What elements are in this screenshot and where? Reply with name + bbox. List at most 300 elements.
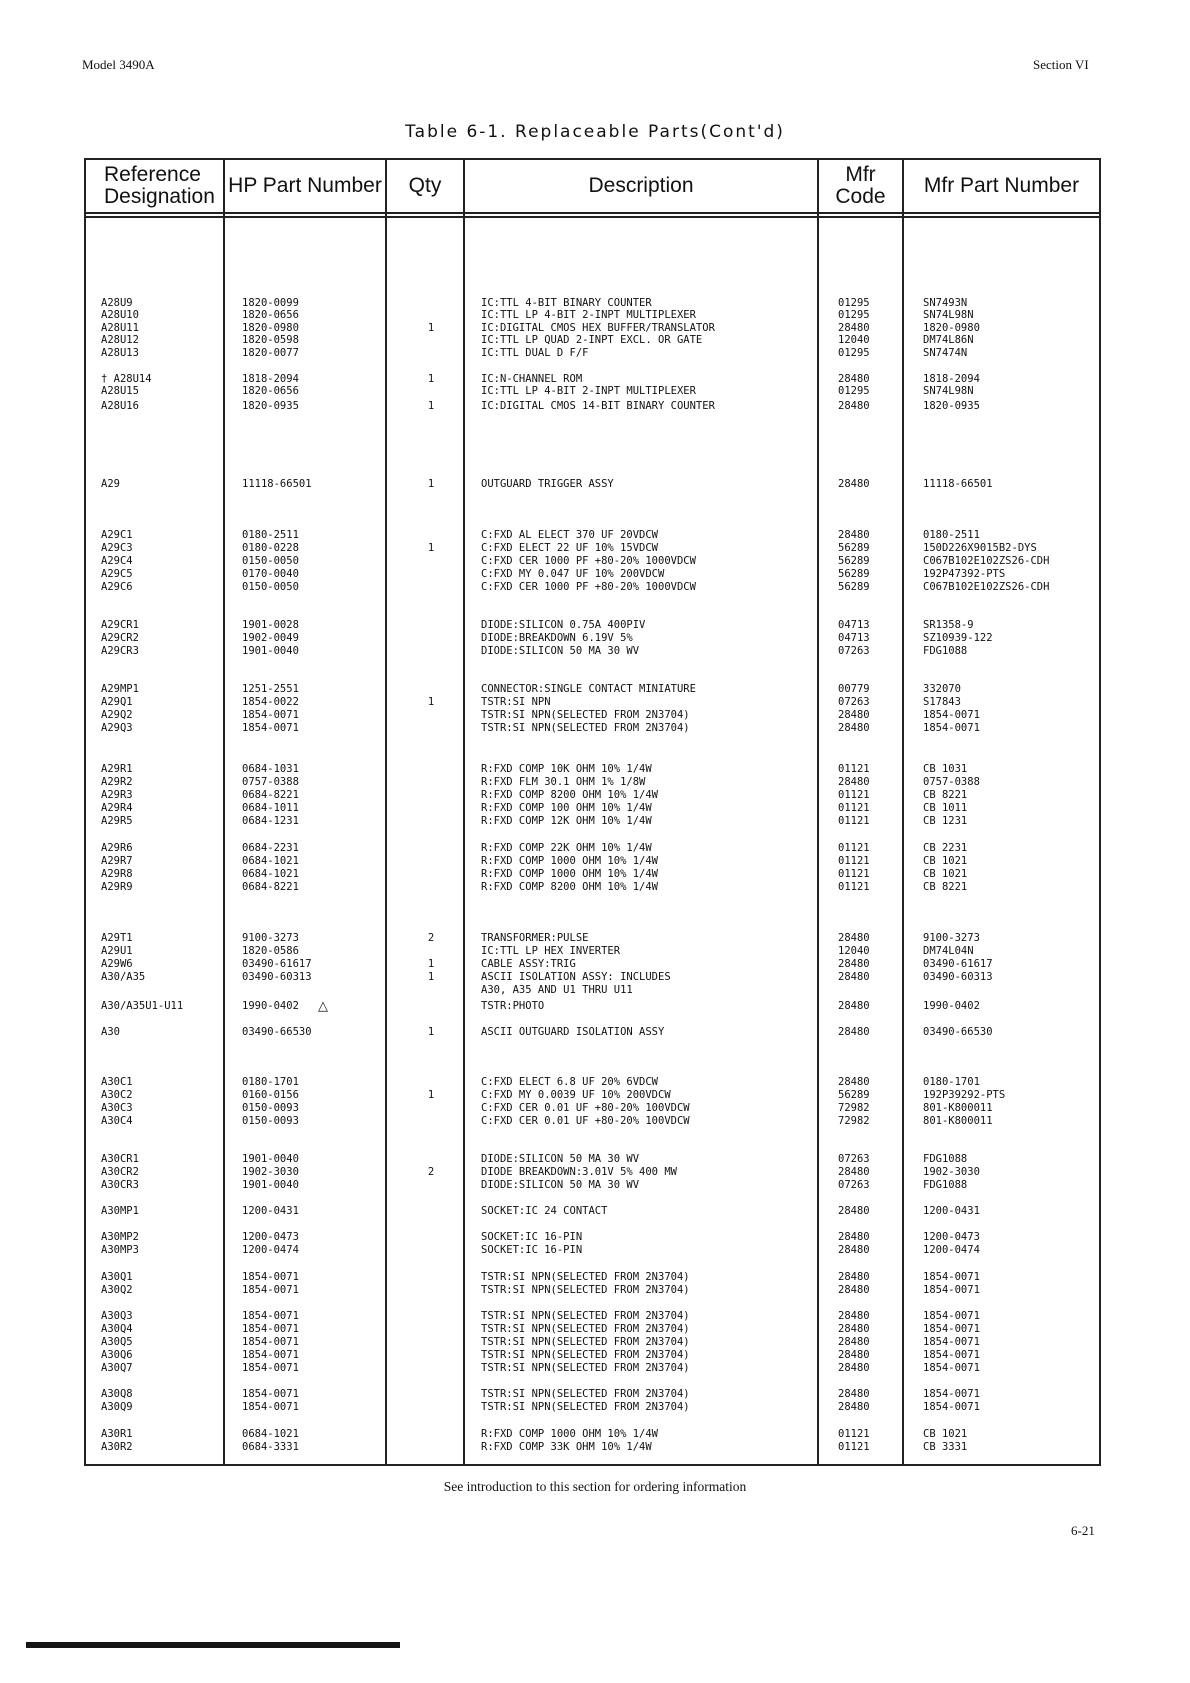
- cell-ref: A29U1: [101, 945, 133, 957]
- cell-mfr: S17843: [923, 696, 961, 708]
- cell-mfr: 03490-61617: [923, 958, 993, 970]
- cell-desc: IC:TTL DUAL D F/F: [481, 347, 589, 359]
- cell-hp: 1818-2094: [242, 373, 299, 385]
- cell-code: 28480: [838, 958, 870, 970]
- cell-hp: 0684-3331: [242, 1441, 299, 1453]
- cell-ref: † A28U14: [101, 373, 152, 385]
- cell-code: 28480: [838, 1388, 870, 1400]
- table-row: [0, 855, 1190, 868]
- cell-code: 28480: [838, 1244, 870, 1256]
- table-row: [0, 478, 1190, 491]
- cell-code: 07263: [838, 696, 870, 708]
- table-row: [0, 958, 1190, 971]
- cell-mfr: 192P39292-PTS: [923, 1089, 1006, 1101]
- cell-qty: 2: [427, 1166, 435, 1178]
- cell-ref: A28U10: [101, 309, 139, 321]
- cell-hp: 1854-0071: [242, 1388, 299, 1400]
- cell-hp: 1200-0474: [242, 1244, 299, 1256]
- cell-hp: 1854-0071: [242, 1349, 299, 1361]
- cell-code: 07263: [838, 645, 870, 657]
- table-row: [0, 1323, 1190, 1336]
- cell-ref: A29T1: [101, 932, 133, 944]
- cell-ref: A29R3: [101, 789, 133, 801]
- cell-hp: 0180-0228: [242, 542, 299, 554]
- cell-mfr: SN74L98N: [923, 309, 974, 321]
- table-row: [0, 1244, 1190, 1257]
- cell-hp: 0150-0093: [242, 1115, 299, 1127]
- cell-ref: A30Q1: [101, 1271, 133, 1283]
- cell-code: 12040: [838, 945, 870, 957]
- cell-code: 28480: [838, 373, 870, 385]
- cell-ref: A30R2: [101, 1441, 133, 1453]
- cell-ref: A30Q7: [101, 1362, 133, 1374]
- cell-code: 28480: [838, 1349, 870, 1361]
- cell-mfr: DM74L86N: [923, 334, 974, 346]
- cell-mfr: 1818-2094: [923, 373, 980, 385]
- header-divider: [84, 212, 1101, 214]
- table-row: [0, 1102, 1190, 1115]
- cell-mfr: 1854-0071: [923, 1388, 980, 1400]
- cell-code: 72982: [838, 1115, 870, 1127]
- cell-hp: 1902-3030: [242, 1166, 299, 1178]
- table-row: [0, 696, 1190, 709]
- table-row: [0, 1401, 1190, 1414]
- table-row: [0, 1115, 1190, 1128]
- cell-mfr: 9100-3273: [923, 932, 980, 944]
- cell-mfr: C067B102E102ZS26-CDH: [923, 555, 1050, 567]
- cell-hp: 0684-1231: [242, 815, 299, 827]
- cell-mfr: 1854-0071: [923, 1362, 980, 1374]
- cell-hp: 9100-3273: [242, 932, 299, 944]
- cell-ref: A30Q6: [101, 1349, 133, 1361]
- cell-mfr: 1854-0071: [923, 709, 980, 721]
- cell-mfr: 1854-0071: [923, 1323, 980, 1335]
- table-row: [0, 815, 1190, 828]
- cell-hp: 0684-2231: [242, 842, 299, 854]
- cell-ref: A29CR1: [101, 619, 139, 631]
- cell-ref: A30Q4: [101, 1323, 133, 1335]
- column-header-reference: [86, 160, 241, 212]
- table-row: [0, 385, 1190, 398]
- cell-mfr: CB 1231: [923, 815, 968, 827]
- table-row: [0, 984, 1190, 997]
- cell-ref: A30Q8: [101, 1388, 133, 1400]
- cell-code: 56289: [838, 581, 870, 593]
- cell-desc: C:FXD AL ELECT 370 UF 20VDCW: [481, 529, 659, 541]
- cell-mfr: 03490-60313: [923, 971, 993, 983]
- cell-mfr: FDG1088: [923, 1153, 968, 1165]
- column-header-description-label: Description: [588, 174, 694, 197]
- cell-mfr: FDG1088: [923, 1179, 968, 1191]
- cell-qty: 2: [427, 932, 435, 944]
- cell-ref: A29R9: [101, 881, 133, 893]
- cell-code: 28480: [838, 529, 870, 541]
- cell-mfr: SN7493N: [923, 297, 968, 309]
- cell-ref: A29C1: [101, 529, 133, 541]
- cell-hp: 1901-0028: [242, 619, 299, 631]
- cell-hp: 1200-0473: [242, 1231, 299, 1243]
- cell-ref: A30MP3: [101, 1244, 139, 1256]
- cell-desc: IC:N-CHANNEL ROM: [481, 373, 583, 385]
- table-row: [0, 347, 1190, 360]
- cell-hp: 1854-0022: [242, 696, 299, 708]
- cell-hp: 1820-0099: [242, 297, 299, 309]
- cell-desc: R:FXD COMP 1000 OHM 10% 1/4W: [481, 868, 659, 880]
- table-row: [0, 1179, 1190, 1192]
- scan-artifact-bar: [26, 1642, 400, 1648]
- cell-desc: CABLE ASSY:TRIG: [481, 958, 576, 970]
- cell-desc: CONNECTOR:SINGLE CONTACT MINIATURE: [481, 683, 696, 695]
- cell-qty: 1: [427, 400, 435, 412]
- table-row: [0, 763, 1190, 776]
- cell-desc: IC:DIGITAL CMOS 14-BIT BINARY COUNTER: [481, 400, 715, 412]
- header-section: Section VI: [1033, 57, 1089, 72]
- cell-desc: TSTR:SI NPN(SELECTED FROM 2N3704): [481, 1401, 690, 1413]
- cell-mfr: 1200-0431: [923, 1205, 980, 1217]
- cell-hp: 11118-66501: [242, 478, 312, 490]
- cell-ref: A29CR3: [101, 645, 139, 657]
- cell-code: 01121: [838, 868, 870, 880]
- table-row: [0, 1336, 1190, 1349]
- cell-hp: 0684-1021: [242, 868, 299, 880]
- cell-code: 04713: [838, 632, 870, 644]
- cell-ref: A29R6: [101, 842, 133, 854]
- cell-desc: OUTGUARD TRIGGER ASSY: [481, 478, 614, 490]
- cell-code: 56289: [838, 555, 870, 567]
- cell-desc: TSTR:SI NPN(SELECTED FROM 2N3704): [481, 1323, 690, 1335]
- column-header-reference-line2: Designation: [104, 185, 215, 208]
- cell-hp: 1251-2551: [242, 683, 299, 695]
- cell-code: 01121: [838, 802, 870, 814]
- cell-ref: A28U15: [101, 385, 139, 397]
- cell-mfr: 11118-66501: [923, 478, 993, 490]
- table-row: [0, 683, 1190, 696]
- cell-ref: A30: [101, 1026, 120, 1038]
- cell-ref: A29: [101, 478, 120, 490]
- cell-ref: A30CR2: [101, 1166, 139, 1178]
- cell-code: 28480: [838, 1284, 870, 1296]
- cell-ref: A30C3: [101, 1102, 133, 1114]
- cell-mfr: FDG1088: [923, 645, 968, 657]
- cell-desc: DIODE BREAKDOWN:3.01V 5% 400 MW: [481, 1166, 677, 1178]
- cell-ref: A30C4: [101, 1115, 133, 1127]
- cell-ref: A29MP1: [101, 683, 139, 695]
- cell-qty: 1: [427, 958, 435, 970]
- cell-desc: TSTR:PHOTO: [481, 1000, 545, 1012]
- cell-code: 01295: [838, 347, 870, 359]
- cell-code: 04713: [838, 619, 870, 631]
- cell-code: 56289: [838, 542, 870, 554]
- cell-mfr: 150D226X9015B2-DYS: [923, 542, 1037, 554]
- cell-mfr: 1854-0071: [923, 722, 980, 734]
- header-divider-double: [84, 216, 1101, 218]
- cell-ref: A29Q3: [101, 722, 133, 734]
- cell-hp: 03490-60313: [242, 971, 312, 983]
- cell-hp: 0684-1031: [242, 763, 299, 775]
- table-row: [0, 971, 1190, 984]
- table-row: [0, 945, 1190, 958]
- table-row: [0, 1284, 1190, 1297]
- cell-code: 28480: [838, 400, 870, 412]
- cell-desc: C:FXD ELECT 6.8 UF 20% 6VDCW: [481, 1076, 659, 1088]
- cell-code: 28480: [838, 1323, 870, 1335]
- cell-mfr: 1854-0071: [923, 1271, 980, 1283]
- cell-desc: DIODE:SILICON 50 MA 30 WV: [481, 1179, 640, 1191]
- cell-desc: C:FXD MY 0.047 UF 10% 200VDCW: [481, 568, 665, 580]
- table-row: [0, 632, 1190, 645]
- cell-mfr: CB 1011: [923, 802, 968, 814]
- cell-hp: 0150-0050: [242, 555, 299, 567]
- cell-qty: 1: [427, 696, 435, 708]
- cell-mfr: 1200-0473: [923, 1231, 980, 1243]
- column-header-qty-label: Qty: [408, 174, 442, 197]
- cell-desc: R:FXD COMP 10K OHM 10% 1/4W: [481, 763, 652, 775]
- cell-desc: TSTR:SI NPN(SELECTED FROM 2N3704): [481, 1310, 690, 1322]
- column-header-hp-part-label: HP Part Number: [228, 174, 382, 197]
- cell-hp: 1854-0071: [242, 1284, 299, 1296]
- cell-mfr: SN7474N: [923, 347, 968, 359]
- warning-triangle-icon: △: [318, 999, 328, 1014]
- table-row: [0, 1026, 1190, 1039]
- cell-hp: 03490-61617: [242, 958, 312, 970]
- cell-mfr: 1854-0071: [923, 1336, 980, 1348]
- cell-mfr: CB 1031: [923, 763, 968, 775]
- table-row: [0, 1076, 1190, 1089]
- cell-hp: 03490-66530: [242, 1026, 312, 1038]
- cell-desc: C:FXD CER 0.01 UF +80-20% 100VDCW: [481, 1115, 690, 1127]
- cell-mfr: 332070: [923, 683, 961, 695]
- cell-hp: 1820-0077: [242, 347, 299, 359]
- cell-code: 28480: [838, 1026, 870, 1038]
- cell-ref: A29W6: [101, 958, 133, 970]
- cell-desc: R:FXD COMP 22K OHM 10% 1/4W: [481, 842, 652, 854]
- column-header-mfr-part-label: Mfr Part Number: [923, 174, 1080, 197]
- cell-code: 01121: [838, 763, 870, 775]
- cell-desc: SOCKET:IC 24 CONTACT: [481, 1205, 608, 1217]
- cell-ref: A30Q5: [101, 1336, 133, 1348]
- cell-ref: A29C4: [101, 555, 133, 567]
- cell-mfr: 1990-0402: [923, 1000, 980, 1012]
- column-header-mfr-code-line1: Mfr: [845, 163, 876, 186]
- cell-desc: C:FXD CER 1000 PF +80-20% 1000VDCW: [481, 555, 696, 567]
- table-row: [0, 1349, 1190, 1362]
- cell-code: 01295: [838, 385, 870, 397]
- cell-mfr: CB 1021: [923, 1428, 968, 1440]
- table-row: [0, 776, 1190, 789]
- cell-hp: 1820-0656: [242, 309, 299, 321]
- table-row: [0, 881, 1190, 894]
- cell-hp: 1854-0071: [242, 722, 299, 734]
- cell-mfr: 1200-0474: [923, 1244, 980, 1256]
- cell-ref: A30Q3: [101, 1310, 133, 1322]
- cell-code: 28480: [838, 1336, 870, 1348]
- cell-code: 01121: [838, 1441, 870, 1453]
- cell-ref: A30/A35U1-U11: [101, 1000, 184, 1012]
- cell-desc: TRANSFORMER:PULSE: [481, 932, 589, 944]
- cell-desc: IC:TTL 4-BIT BINARY COUNTER: [481, 297, 652, 309]
- cell-hp: 1854-0071: [242, 709, 299, 721]
- table-row: [0, 932, 1190, 945]
- cell-code: 56289: [838, 1089, 870, 1101]
- table-row: [0, 1153, 1190, 1166]
- cell-desc: TSTR:SI NPN(SELECTED FROM 2N3704): [481, 1349, 690, 1361]
- cell-mfr: DM74L04N: [923, 945, 974, 957]
- cell-desc: C:FXD CER 1000 PF +80-20% 1000VDCW: [481, 581, 696, 593]
- cell-hp: 0180-1701: [242, 1076, 299, 1088]
- cell-code: 28480: [838, 322, 870, 334]
- table-row: [0, 555, 1190, 568]
- cell-ref: A29Q2: [101, 709, 133, 721]
- cell-ref: A30/A35: [101, 971, 146, 983]
- cell-hp: 0150-0093: [242, 1102, 299, 1114]
- cell-code: 28480: [838, 1076, 870, 1088]
- table-row: [0, 1310, 1190, 1323]
- cell-ref: A29R2: [101, 776, 133, 788]
- cell-mfr: SZ10939-122: [923, 632, 993, 644]
- table-row: [0, 542, 1190, 555]
- cell-desc: A30, A35 AND U1 THRU U11: [481, 984, 633, 996]
- cell-ref: A28U9: [101, 297, 133, 309]
- cell-mfr: 1902-3030: [923, 1166, 980, 1178]
- cell-qty: 1: [427, 373, 435, 385]
- cell-desc: R:FXD COMP 8200 OHM 10% 1/4W: [481, 789, 659, 801]
- cell-qty: 1: [427, 1089, 435, 1101]
- table-row: [0, 1388, 1190, 1401]
- table-row: [0, 709, 1190, 722]
- cell-desc: C:FXD MY 0.0039 UF 10% 200VDCW: [481, 1089, 671, 1101]
- cell-desc: R:FXD COMP 1000 OHM 10% 1/4W: [481, 855, 659, 867]
- cell-mfr: 0757-0388: [923, 776, 980, 788]
- cell-desc: TSTR:SI NPN(SELECTED FROM 2N3704): [481, 709, 690, 721]
- cell-desc: DIODE:SILICON 50 MA 30 WV: [481, 645, 640, 657]
- cell-desc: TSTR:SI NPN(SELECTED FROM 2N3704): [481, 1336, 690, 1348]
- cell-code: 01121: [838, 789, 870, 801]
- table-row: [0, 309, 1190, 322]
- column-header-reference-line1: Reference: [104, 163, 201, 186]
- cell-desc: ASCII ISOLATION ASSY: INCLUDES: [481, 971, 671, 983]
- cell-ref: A30C2: [101, 1089, 133, 1101]
- cell-ref: A29R7: [101, 855, 133, 867]
- cell-desc: C:FXD ELECT 22 UF 10% 15VDCW: [481, 542, 659, 554]
- cell-ref: A30CR1: [101, 1153, 139, 1165]
- cell-hp: 1820-0656: [242, 385, 299, 397]
- column-header-description: [465, 160, 817, 212]
- cell-desc: TSTR:SI NPN(SELECTED FROM 2N3704): [481, 722, 690, 734]
- table-row: [0, 722, 1190, 735]
- cell-hp: 0684-1021: [242, 855, 299, 867]
- cell-qty: 1: [427, 1026, 435, 1038]
- cell-ref: A30MP1: [101, 1205, 139, 1217]
- cell-mfr: SR1358-9: [923, 619, 974, 631]
- cell-code: 28480: [838, 1231, 870, 1243]
- cell-ref: A30Q9: [101, 1401, 133, 1413]
- cell-hp: 0684-1011: [242, 802, 299, 814]
- table-row: [0, 789, 1190, 802]
- cell-code: 28480: [838, 1310, 870, 1322]
- cell-desc: R:FXD COMP 100 OHM 10% 1/4W: [481, 802, 652, 814]
- cell-hp: 1901-0040: [242, 1153, 299, 1165]
- cell-ref: A29C5: [101, 568, 133, 580]
- cell-mfr: 192P47392-PTS: [923, 568, 1006, 580]
- cell-code: 28480: [838, 709, 870, 721]
- cell-ref: A28U16: [101, 400, 139, 412]
- cell-desc: R:FXD COMP 12K OHM 10% 1/4W: [481, 815, 652, 827]
- ordering-note: See introduction to this section for ordering information: [443, 1479, 747, 1494]
- table-row: [0, 1271, 1190, 1284]
- cell-hp: 1820-0980: [242, 322, 299, 334]
- cell-hp: 0757-0388: [242, 776, 299, 788]
- cell-code: 28480: [838, 971, 870, 983]
- cell-code: 01121: [838, 855, 870, 867]
- cell-ref: A28U13: [101, 347, 139, 359]
- cell-hp: 1901-0040: [242, 1179, 299, 1191]
- cell-code: 28480: [838, 722, 870, 734]
- cell-hp: 1854-0071: [242, 1336, 299, 1348]
- cell-ref: A30Q2: [101, 1284, 133, 1296]
- cell-hp: 0150-0050: [242, 581, 299, 593]
- table-row: [0, 1428, 1190, 1441]
- cell-hp: 0684-8221: [242, 881, 299, 893]
- cell-desc: R:FXD FLM 30.1 OHM 1% 1/8W: [481, 776, 646, 788]
- cell-hp: 1854-0071: [242, 1271, 299, 1283]
- cell-code: 28480: [838, 932, 870, 944]
- cell-ref: A29C6: [101, 581, 133, 593]
- cell-code: 28480: [838, 1166, 870, 1178]
- cell-mfr: 0180-2511: [923, 529, 980, 541]
- cell-mfr: C067B102E102ZS26-CDH: [923, 581, 1050, 593]
- cell-code: 01121: [838, 1428, 870, 1440]
- cell-desc: ASCII OUTGUARD ISOLATION ASSY: [481, 1026, 665, 1038]
- column-header-hp-part: [225, 160, 385, 212]
- cell-mfr: SN74L98N: [923, 385, 974, 397]
- table-row: [0, 1089, 1190, 1102]
- cell-code: 28480: [838, 1401, 870, 1413]
- cell-mfr: 03490-66530: [923, 1026, 993, 1038]
- cell-mfr: 1820-0935: [923, 400, 980, 412]
- cell-qty: 1: [427, 322, 435, 334]
- table-row: [0, 645, 1190, 658]
- cell-qty: 1: [427, 542, 435, 554]
- cell-ref: A30CR3: [101, 1179, 139, 1191]
- cell-mfr: CB 3331: [923, 1441, 968, 1453]
- cell-code: 01121: [838, 842, 870, 854]
- cell-hp: 0684-8221: [242, 789, 299, 801]
- cell-code: 01121: [838, 815, 870, 827]
- table-row: [0, 842, 1190, 855]
- cell-desc: SOCKET:IC 16-PIN: [481, 1231, 583, 1243]
- cell-code: 56289: [838, 568, 870, 580]
- cell-mfr: 801-K800011: [923, 1115, 993, 1127]
- table-title: Table 6-1. Replaceable Parts(Cont'd): [405, 122, 785, 142]
- table-row: [0, 619, 1190, 632]
- cell-mfr: CB 8221: [923, 789, 968, 801]
- cell-code: 28480: [838, 1000, 870, 1012]
- cell-desc: DIODE:SILICON 0.75A 400PIV: [481, 619, 646, 631]
- table-row: [0, 1231, 1190, 1244]
- table-row: [0, 1000, 1190, 1013]
- table-row: [0, 568, 1190, 581]
- cell-code: 28480: [838, 1205, 870, 1217]
- cell-code: 01121: [838, 881, 870, 893]
- cell-desc: C:FXD CER 0.01 UF +80-20% 100VDCW: [481, 1102, 690, 1114]
- cell-desc: IC:DIGITAL CMOS HEX BUFFER/TRANSLATOR: [481, 322, 715, 334]
- column-header-qty: [387, 160, 463, 212]
- cell-desc: R:FXD COMP 33K OHM 10% 1/4W: [481, 1441, 652, 1453]
- cell-mfr: CB 1021: [923, 868, 968, 880]
- cell-desc: IC:TTL LP 4-BIT 2-INPT MULTIPLEXER: [481, 309, 696, 321]
- cell-desc: IC:TTL LP QUAD 2-INPT EXCL. OR GATE: [481, 334, 703, 346]
- cell-desc: IC:TTL LP 4-BIT 2-INPT MULTIPLEXER: [481, 385, 696, 397]
